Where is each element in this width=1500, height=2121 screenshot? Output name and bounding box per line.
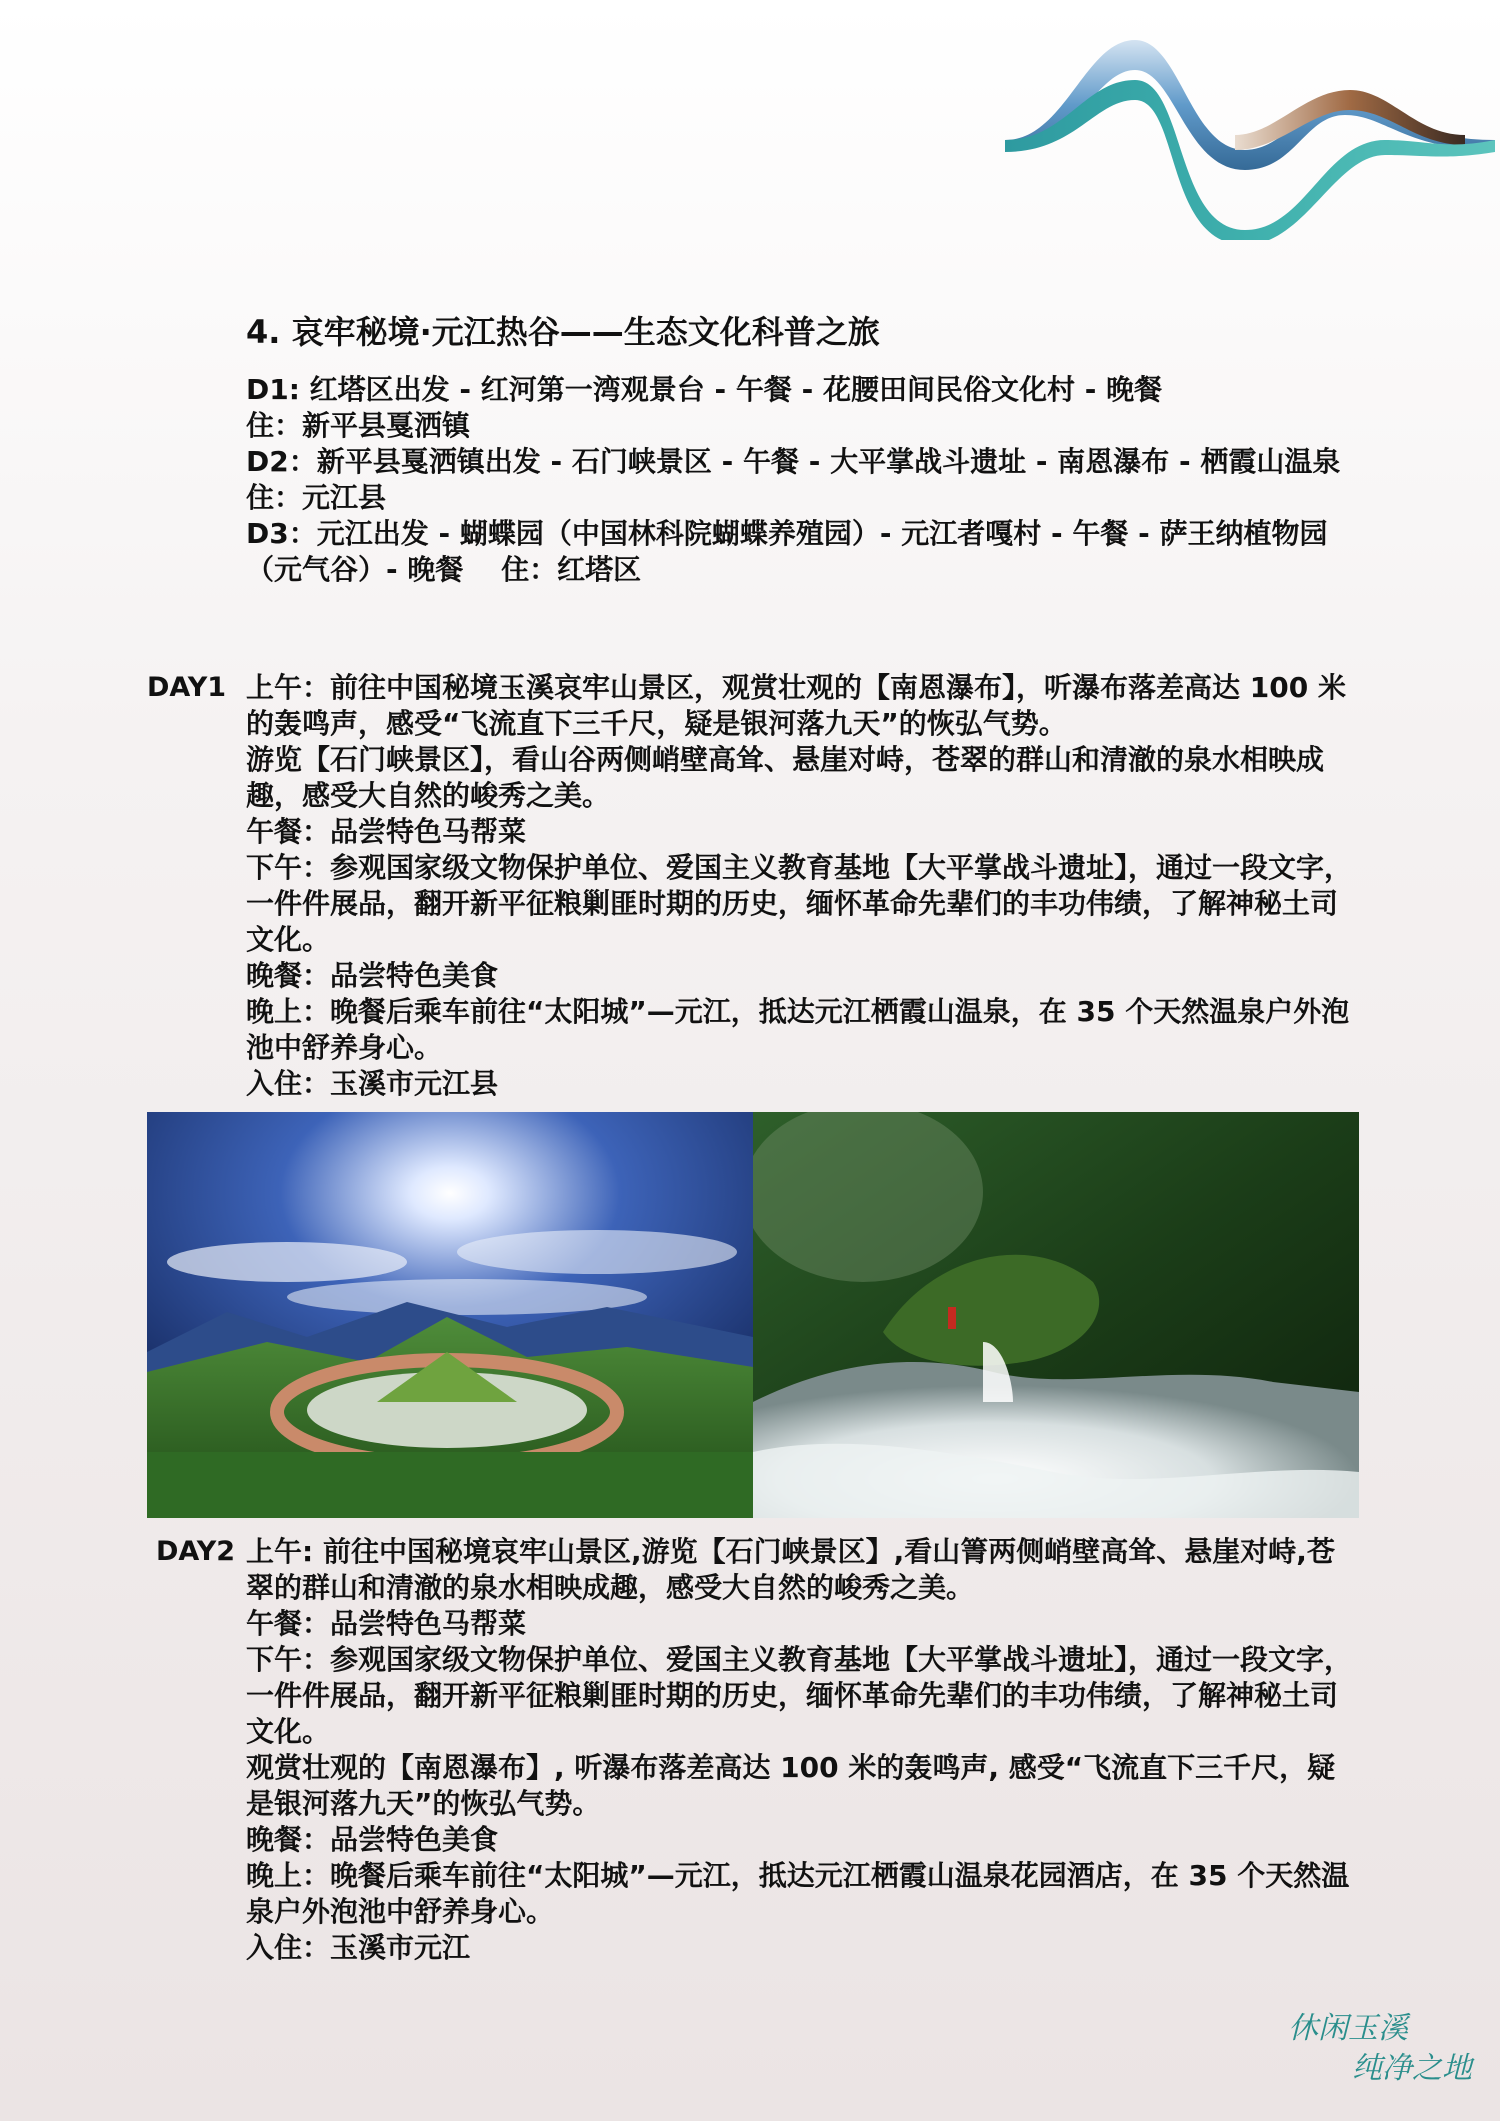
itinerary-summary xyxy=(246,372,1360,588)
day1-label: DAY1 xyxy=(147,672,227,703)
day2-stay: 入住：玉溪市元江 xyxy=(246,1931,471,1964)
day1-schedule xyxy=(246,670,1360,1102)
day1-dinner: 晚餐：品尝特色美食 xyxy=(246,959,499,992)
waterfall-photo xyxy=(753,1112,1359,1518)
river-bend-photo xyxy=(147,1112,753,1518)
day1-morning: 上午：前往中国秘境玉溪哀牢山景区，观赏壮观的【南恩瀑布】，听瀑布落差高达 100 米的轰鸣声，感受“飞流直下三千尺，疑是银河落九天”的恢弘气势。 xyxy=(246,671,1346,740)
day2-waterfall: 观赏壮观的【南恩瀑布】, 听瀑布落差高达 100 米的轰鸣声, 感受“飞流直下三千尺，疑是银河落九天”的恢弘气势。 xyxy=(246,1751,1336,1820)
day2-schedule xyxy=(246,1534,1360,1966)
day2-morning: 上午: 前往中国秘境哀牢山景区,游览【石门峡景区】,看山箐两侧峭壁高耸、悬崖对峙,苍翠的群山和清澈的泉水相映成趣，感受大自然的峻秀之美。 xyxy=(246,1535,1335,1604)
day2-evening: 晚上：晚餐后乘车前往“太阳城”—元江，抵达元江栖霞山温泉花园酒店，在 35 个天然温泉户外泡池中舒养身心。 xyxy=(246,1859,1350,1928)
day2-dinner: 晚餐：品尝特色美食 xyxy=(246,1823,499,1856)
day1-afternoon: 下午：参观国家级文物保护单位、爱国主义教育基地【大平掌战斗遗址】，通过一段文字，一件件展品，翻开新平征粮剿匪时期的历史，缅怀革命先辈们的丰功伟绩，了解神秘土司文化。 xyxy=(246,851,1353,956)
day1-stay: 入住：玉溪市元江县 xyxy=(246,1067,499,1100)
day2-label: DAY2 xyxy=(156,1536,236,1567)
photo-strip xyxy=(147,1112,1359,1518)
slogan-line-1: 休闲玉溪 xyxy=(1288,2011,1408,2046)
summary-day1-stay: 住：新平县戛洒镇 xyxy=(246,409,471,442)
slogan-signature xyxy=(1280,2010,1480,2100)
day2-afternoon: 下午：参观国家级文物保护单位、爱国主义教育基地【大平掌战斗遗址】，通过一段文字，一件件展品，翻开新平征粮剿匪时期的历史，缅怀革命先辈们的丰功伟绩，了解神秘土司文化。 xyxy=(246,1643,1353,1748)
wave-logo xyxy=(1005,40,1495,240)
day2-lunch: 午餐：品尝特色马帮菜 xyxy=(246,1607,527,1640)
day1-tour: 游览【石门峡景区】，看山谷两侧峭壁高耸、悬崖对峙，苍翠的群山和清澈的泉水相映成趣，感受大自然的峻秀之美。 xyxy=(246,743,1325,812)
page-title: 4. 哀牢秘境·元江热谷——生态文化科普之旅 xyxy=(246,313,880,351)
summary-day3-route: D3：元江出发 - 蝴蝶园（中国林科院蝴蝶养殖园）- 元江者嘎村 - 午餐 - 萨王纳植物园（元气谷）- 晚餐 住：红塔区 xyxy=(246,517,1328,586)
summary-day2-route: D2：新平县戛洒镇出发 - 石门峡景区 - 午餐 - 大平掌战斗遗址 - 南恩瀑布 - 栖霞山温泉住：元江县 xyxy=(246,445,1341,514)
summary-day1-route: D1: 红塔区出发 - 红河第一湾观景台 - 午餐 - 花腰田间民俗文化村 - 晚餐 xyxy=(246,373,1163,406)
day1-evening: 晚上：晚餐后乘车前往“太阳城”—元江，抵达元江栖霞山温泉，在 35 个天然温泉户外泡池中舒养身心。 xyxy=(246,995,1350,1064)
slogan-line-2: 纯净之地 xyxy=(1352,2051,1472,2086)
day1-lunch: 午餐：品尝特色马帮菜 xyxy=(246,815,527,848)
